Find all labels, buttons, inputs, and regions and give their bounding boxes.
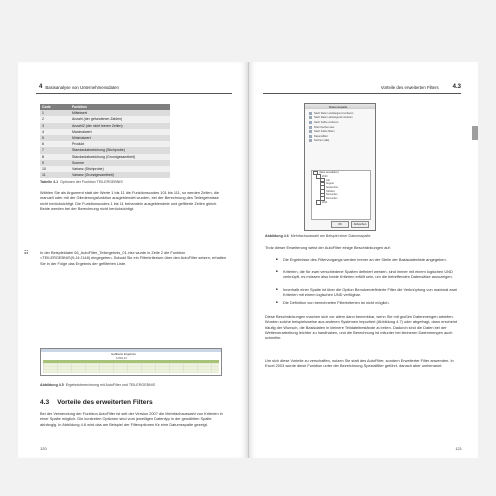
date-tree — [311, 170, 371, 220]
table-cell-code: 10 — [40, 166, 70, 172]
section-title: Vorteile des erweiterten Filters — [57, 399, 153, 406]
menu-item-icon — [309, 130, 312, 133]
left-page — [18, 62, 249, 458]
tree-item-label: Oktober — [326, 189, 335, 193]
table-cell-function: Summe — [70, 160, 170, 166]
table-cell-code: 3 — [40, 123, 70, 129]
header-rule — [36, 93, 232, 94]
table-header-function: Funktion — [70, 104, 170, 110]
autofilter-dialog — [304, 103, 376, 231]
figure-caption-text: Mehrfachauswahl am Beispiel einer Datumsspalte — [290, 234, 371, 238]
chapter-number: 4 — [39, 84, 43, 90]
dialog-menu-item-label: Datumsfilter — [314, 134, 328, 138]
dialog-menu-item-label: Suchen (alle) — [314, 139, 330, 143]
left-running-header — [36, 84, 119, 90]
table-cell-function: Maximalwert — [70, 129, 170, 135]
right-page — [249, 62, 478, 458]
tree-item-label: Juli — [326, 178, 330, 182]
table-cell-code: 9 — [40, 160, 70, 166]
table-row — [40, 172, 170, 178]
right-running-header — [381, 84, 464, 90]
page-number-left: 120 — [40, 446, 47, 451]
bullet-item: ■ Kriterien, die für zwei verschiedene Spalten definiert werden, sind immer mit einem logischen UND verknüpft, es müssen also beide Kriterien erfüllt sein, um die betreffenden Datensätze anzuzeigen. — [283, 269, 463, 280]
sheet-header-row — [43, 360, 219, 363]
intro-text: Trotz dieser Erweiterung weist der AutoFilter einige Beschränkungen auf: — [265, 245, 391, 250]
sheet-result-value: 6.894,24 — [116, 356, 127, 360]
paragraph-3: Bei der Verwendung der Funktion AutoFilter ist seit der Version 2007 die Mehrfachauswahl von Kriterien in einer Spalte möglich. Die konkreten Optionen sind vom jeweiligen Datentyp in der gewählten Spalte abhängig. In Abbildung 4.6 wird das am Beispiel der Filteroptionen für eine Datumsspalte gezeigt. — [40, 411, 223, 427]
paragraph-1: Wählen Sie als Argument statt der Werte 1 bis 11 die Funktionscodes 101 bis 111, so werden Zellen, die manuell oder mit der Gliederungsfunktion ausgeblendet wurden, bei der Berechnung des Teilergebnisse nicht berücksichtigt. Die Funktionscodes 1 bis 11 behandeln ausgeblendete und gefilterte Zellen gleich. Beide werden bei der Berechnung nicht berücksichtigt. — [40, 190, 219, 211]
table-cell-function: Varianz (Grundgesamtheit) — [70, 172, 170, 178]
table-cell-function: Mittelwert — [70, 110, 170, 116]
book-spread — [18, 62, 478, 458]
dialog-menu-item-label: Nach Datum absteigend sortieren — [314, 116, 353, 120]
dialog-title: Datumsspalte — [329, 104, 348, 109]
ok-button[interactable]: OK — [331, 221, 349, 228]
tree-item-label: Dezember — [326, 197, 338, 201]
menu-item-icon — [309, 139, 312, 142]
table-caption — [40, 180, 123, 184]
file-icon: ☷ — [24, 250, 29, 256]
table-cell-code: 1 — [40, 110, 70, 116]
tree-item-label: 2011 — [322, 200, 328, 204]
figure-caption-4-5 — [40, 383, 155, 387]
function-table — [40, 104, 170, 178]
checkbox-icon[interactable] — [316, 200, 321, 205]
table-caption-text: Optionen der Funktion TEILERGEBNIS — [60, 180, 123, 184]
tree-item-label: August — [326, 182, 334, 186]
table-cell-function: Anzahl (der gefundenen Zahlen) — [70, 116, 170, 122]
table-cell-code: 6 — [40, 141, 70, 147]
table-cell-function: Standardabweichung (Stichprobe) — [70, 147, 170, 153]
bullet-item: ■ Innerhalb einer Spalte ist über die Option Benutzerdefinierte Filter die Verknüpfung von maximal zwei Kriterien mit einem logischen UND verfügbar. — [283, 287, 463, 298]
figure-caption-text: Ergebnisberechnung mit AutoFilter und TEILERGEBNIS — [65, 383, 155, 387]
spreadsheet-screenshot — [40, 348, 222, 376]
header-rule-right — [263, 93, 461, 94]
figure-caption-4-6 — [265, 234, 370, 238]
cancel-button[interactable]: Abbrechen — [351, 221, 369, 228]
bullet-item: ■ Die Definition von berechneten Filterkriterien ist nicht möglich. — [283, 300, 463, 305]
figure-caption-label: Abbildung 4.6 — [265, 234, 289, 238]
bullet-item: ■ Die Ergebnisse des Filtervorgangs werden immer an der Stelle der Basisdatenliste angegeben. — [283, 257, 463, 262]
menu-item-icon — [309, 126, 312, 129]
dialog-menu — [309, 111, 371, 143]
dialog-menu-item-label: Nach Datum aufsteigend sortieren — [314, 111, 354, 115]
dialog-menu-item-label: Filter löschen aus — [314, 125, 335, 129]
table-cell-code: 11 — [40, 172, 70, 178]
menu-item-icon — [309, 121, 312, 124]
tree-item-label: November — [326, 193, 338, 197]
table-cell-function: Anzahl2 (der nicht leeren Zellen) — [70, 123, 170, 129]
right-header-title: Vorteile des erweiterten Filters — [380, 84, 439, 90]
sheet-title: Gefilterte Ergebnis — [111, 352, 136, 356]
table-cell-code: 4 — [40, 129, 70, 135]
table-caption-label: Tabelle 4.1 — [40, 180, 59, 184]
table-cell-function: Produkt — [70, 141, 170, 147]
paragraph-right-2: Um sich diese Vorteile zu verschaffen, nutzen Sie statt des AutoFilter, sondern Erweiterter Filter anwenden. In Excel 2003 wurde diese Funktion unter der Bezeichnung Spezialfilter geführt, danach aber umbenannt. — [265, 358, 454, 369]
table-cell-code: 7 — [40, 147, 70, 153]
figure-caption-label: Abbildung 4.5 — [40, 383, 64, 387]
table-cell-code: 8 — [40, 154, 70, 160]
menu-item-icon — [309, 116, 312, 119]
page-number-right: 121 — [455, 446, 462, 451]
tree-item-label: September — [326, 186, 339, 190]
chapter-thumb-tab — [472, 126, 478, 140]
tree-item[interactable] — [312, 201, 370, 205]
tree-item-label: 2010 — [322, 175, 328, 179]
menu-item-icon — [309, 135, 312, 138]
paragraph-2: In der Beispieldatei 06_AutoFilter_Teilergebnis_01.xlsx wurde in Zeile 2 die Funktion =TEILERGEBNIS(9;J4:J148) eingegeben. Sobald Sie ein Filterkriterium über den AutoFilter setzen, erhalten Sie in der Folge das Ergebnis der gefilterten Liste. — [40, 250, 227, 266]
dialog-menu-item-label: Nach Farbe filtern — [314, 130, 335, 134]
table-header-code: Code — [40, 104, 70, 110]
table-cell-function: Minimalwert — [70, 135, 170, 141]
dialog-menu-item-label: Nach Farbe sortieren — [314, 120, 339, 124]
table-cell-code: 2 — [40, 116, 70, 122]
chapter-title: Basisanalyse von Unternehmensdaten — [45, 84, 119, 90]
right-header-number: 4.3 — [452, 84, 461, 90]
tree-item-label: (Alles auswählen) — [319, 171, 339, 175]
section-heading — [40, 399, 153, 406]
table-cell-function: Standardabweichung (Grundgesamtheit) — [70, 154, 170, 160]
section-number: 4.3 — [40, 399, 50, 406]
table-cell-code: 5 — [40, 135, 70, 141]
table-cell-function: Varianz (Stichprobe) — [70, 166, 170, 172]
paragraph-right-1: Diese Beschränkungen machen sich vor allem dann bemerkbar, wenn Sie mit großen Datenmengen arbeiten. Wurden solche beispielsweise aus anderen Systemen importiert (Abbildung 4.7) oder abgefragt, dann erscheint häufig der Wunsch, die Basisdaten in kleinere Teildateibestände zu teilen. Dadurch sind die Daten bei der Weiterverarbeitung leichter zu handhaben, und die Berechnung ist mitunter bei kleineren Datenmengen auch schneller. — [265, 314, 457, 341]
menu-item-icon — [309, 112, 312, 115]
dialog-menu-item[interactable] — [309, 139, 371, 144]
